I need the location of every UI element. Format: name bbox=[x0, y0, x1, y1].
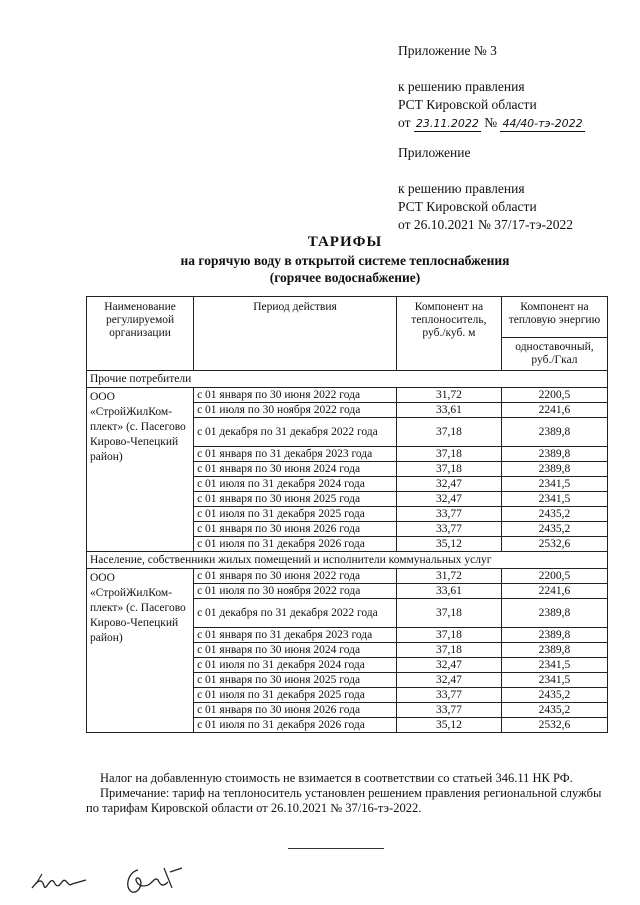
comp2-cell: 2241,6 bbox=[501, 403, 607, 418]
comp2-cell: 2435,2 bbox=[501, 507, 607, 522]
comp2-cell: 2200,5 bbox=[501, 569, 607, 584]
org-cell: ООО «СтройЖилКом-плект» (с. Пасегово Кирово-Чепецкий район) bbox=[87, 388, 194, 552]
comp2-cell: 2435,2 bbox=[501, 522, 607, 537]
period-cell: с 01 января по 30 июня 2026 года bbox=[194, 522, 397, 537]
org-cell: ООО «СтройЖилКом-плект» (с. Пасегово Кирово-Чепецкий район) bbox=[87, 569, 194, 733]
comp2-cell: 2200,5 bbox=[501, 388, 607, 403]
period-cell: с 01 июля по 31 декабря 2025 года bbox=[194, 507, 397, 522]
comp2-cell: 2389,8 bbox=[501, 643, 607, 658]
col-header-org: Наименование регулируемой организации bbox=[87, 297, 194, 371]
period-cell: с 01 января по 30 июня 2025 года bbox=[194, 673, 397, 688]
comp1-cell: 32,47 bbox=[396, 658, 501, 673]
divider-line bbox=[288, 848, 384, 849]
section-title: Прочие потребители bbox=[87, 371, 608, 388]
note-remark: Примечание: тариф на теплоноситель установлен решением правления региональной службы по тарифам Кировской области от 26.10.2021 № 37/16-тэ-2022. bbox=[86, 786, 602, 815]
section-row bbox=[87, 371, 608, 388]
comp2-cell: 2435,2 bbox=[501, 703, 607, 718]
appendix2-title: Приложение bbox=[398, 145, 471, 160]
comp1-cell: 31,72 bbox=[396, 388, 501, 403]
col-header-comp2-sub: одноставочный, руб./Гкал bbox=[501, 338, 607, 371]
comp2-cell: 2389,8 bbox=[501, 418, 607, 447]
comp2-cell: 2435,2 bbox=[501, 688, 607, 703]
comp1-cell: 32,47 bbox=[396, 673, 501, 688]
period-cell: с 01 января по 31 декабря 2023 года bbox=[194, 628, 397, 643]
period-cell: с 01 июля по 31 декабря 2026 года bbox=[194, 718, 397, 733]
appendix-title: Приложение № 3 bbox=[398, 43, 497, 58]
comp1-cell: 32,47 bbox=[396, 477, 501, 492]
comp1-cell: 35,12 bbox=[396, 537, 501, 552]
header-block bbox=[398, 42, 628, 234]
comp1-cell: 37,18 bbox=[396, 599, 501, 628]
period-cell: с 01 июля по 31 декабря 2026 года bbox=[194, 537, 397, 552]
handwritten-date: 23.11.2022 bbox=[415, 117, 479, 130]
comp2-cell: 2341,5 bbox=[501, 492, 607, 507]
period-cell: с 01 января по 30 июня 2026 года bbox=[194, 703, 397, 718]
col-header-comp1: Компонент на теплоноситель, руб./куб. м bbox=[396, 297, 501, 371]
col-header-comp2: Компонент на тепловую энергию bbox=[501, 297, 607, 338]
period-cell: с 01 января по 30 июня 2024 года bbox=[194, 462, 397, 477]
document-title bbox=[60, 233, 630, 286]
comp2-cell: 2532,6 bbox=[501, 718, 607, 733]
comp2-cell: 2341,5 bbox=[501, 673, 607, 688]
date-prefix: от bbox=[398, 115, 411, 130]
comp1-cell: 33,77 bbox=[396, 703, 501, 718]
decision2-line-3: от 26.10.2021 № 37/17-тэ-2022 bbox=[398, 217, 573, 232]
comp2-cell: 2341,5 bbox=[501, 477, 607, 492]
comp2-cell: 2532,6 bbox=[501, 537, 607, 552]
title-line-2: на горячую воду в открытой системе теплоснабжения bbox=[180, 253, 510, 268]
comp1-cell: 37,18 bbox=[396, 447, 501, 462]
handwritten-number: 44/40-тэ-2022 bbox=[502, 117, 583, 130]
table-row bbox=[87, 569, 608, 584]
tariff-table bbox=[86, 296, 608, 733]
comp2-cell: 2389,8 bbox=[501, 447, 607, 462]
comp1-cell: 33,77 bbox=[396, 688, 501, 703]
comp1-cell: 37,18 bbox=[396, 462, 501, 477]
comp1-cell: 32,47 bbox=[396, 492, 501, 507]
decision2-line-1: к решению правления bbox=[398, 181, 525, 196]
tariff-table-body bbox=[87, 371, 608, 733]
comp1-cell: 33,77 bbox=[396, 522, 501, 537]
decision-date-line bbox=[398, 114, 628, 132]
period-cell: с 01 декабря по 31 декабря 2022 года bbox=[194, 418, 397, 447]
period-cell: с 01 января по 30 июня 2022 года bbox=[194, 569, 397, 584]
period-cell: с 01 декабря по 31 декабря 2022 года bbox=[194, 599, 397, 628]
comp1-cell: 37,18 bbox=[396, 628, 501, 643]
comp2-cell: 2389,8 bbox=[501, 628, 607, 643]
period-cell: с 01 января по 30 июня 2024 года bbox=[194, 643, 397, 658]
notes-block bbox=[86, 771, 616, 816]
period-cell: с 01 июля по 31 декабря 2025 года bbox=[194, 688, 397, 703]
section-title: Население, собственники жилых помещений и исполнители коммунальных услуг bbox=[87, 552, 608, 569]
title-line-3: (горячее водоснабжение) bbox=[269, 270, 421, 285]
comp2-cell: 2341,5 bbox=[501, 658, 607, 673]
period-cell: с 01 июля по 31 декабря 2024 года bbox=[194, 658, 397, 673]
period-cell: с 01 июля по 30 ноября 2022 года bbox=[194, 584, 397, 599]
comp1-cell: 31,72 bbox=[396, 569, 501, 584]
section-row bbox=[87, 552, 608, 569]
period-cell: с 01 января по 30 июня 2025 года bbox=[194, 492, 397, 507]
comp1-cell: 33,61 bbox=[396, 584, 501, 599]
title-main: ТАРИФЫ bbox=[307, 234, 383, 250]
number-sign: № bbox=[484, 115, 498, 130]
comp1-cell: 33,77 bbox=[396, 507, 501, 522]
comp1-cell: 35,12 bbox=[396, 718, 501, 733]
decision2-line-2: РСТ Кировской области bbox=[398, 199, 537, 214]
note-vat: Налог на добавленную стоимость не взимается в соответствии со статьей 346.11 НК РФ. bbox=[100, 771, 573, 785]
comp2-cell: 2389,8 bbox=[501, 462, 607, 477]
decision-line-1: к решению правления bbox=[398, 79, 525, 94]
col-header-period: Период действия bbox=[194, 297, 397, 371]
signature-right bbox=[118, 858, 198, 898]
decision-line-2: РСТ Кировской области bbox=[398, 97, 537, 112]
comp1-cell: 37,18 bbox=[396, 418, 501, 447]
period-cell: с 01 января по 31 декабря 2023 года bbox=[194, 447, 397, 462]
signature-left bbox=[28, 858, 108, 898]
period-cell: с 01 июля по 31 декабря 2024 года bbox=[194, 477, 397, 492]
comp2-cell: 2389,8 bbox=[501, 599, 607, 628]
period-cell: с 01 января по 30 июня 2022 года bbox=[194, 388, 397, 403]
table-row bbox=[87, 388, 608, 403]
comp2-cell: 2241,6 bbox=[501, 584, 607, 599]
period-cell: с 01 июля по 30 ноября 2022 года bbox=[194, 403, 397, 418]
comp1-cell: 33,61 bbox=[396, 403, 501, 418]
comp1-cell: 37,18 bbox=[396, 643, 501, 658]
